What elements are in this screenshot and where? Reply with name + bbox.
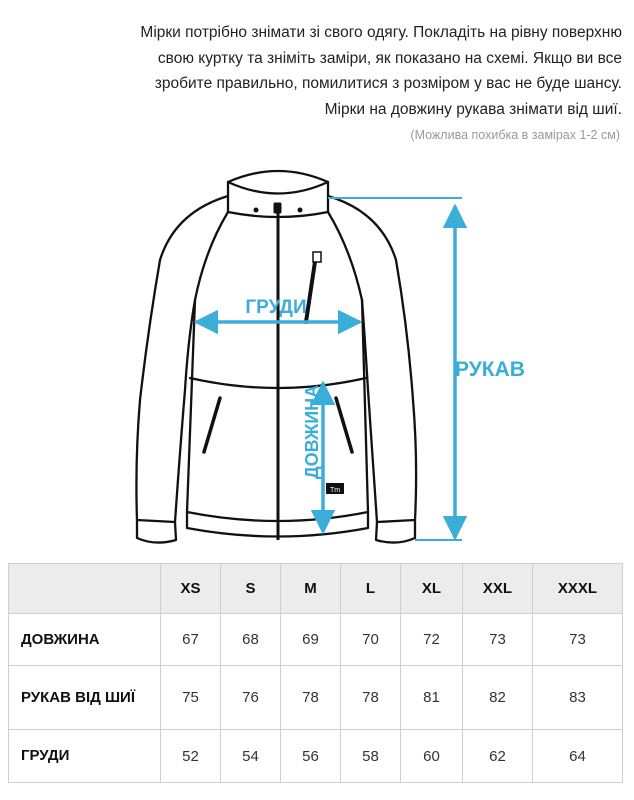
measurement-cell: 60 <box>401 730 463 783</box>
drawcord-left <box>254 208 259 213</box>
size-header: XS <box>161 564 221 614</box>
length-label: ДОВЖИНА <box>302 384 322 480</box>
size-chart-table <box>8 563 623 783</box>
jacket-outline <box>136 171 416 543</box>
drawcord-right <box>298 208 303 213</box>
measurement-cell: 52 <box>161 730 221 783</box>
hood-collar-seam <box>228 182 328 194</box>
size-header: S <box>221 564 281 614</box>
measurement-cell: 58 <box>341 730 401 783</box>
intro-text <box>22 20 622 122</box>
measurement-cell: 78 <box>341 666 401 730</box>
size-header-row <box>9 564 623 614</box>
intro-line: Мірки потрібно знімати зі свого одягу. Покладіть на рівну поверхню <box>140 24 622 41</box>
row-label: РУКАВ ВІД ШИЇ <box>9 666 161 730</box>
measurement-cell: 73 <box>463 614 533 666</box>
intro-line: зробите правильно, помилитися з розміром у вас не буде шансу. <box>154 75 622 92</box>
measurement-cell: 73 <box>533 614 623 666</box>
right-pocket <box>336 398 352 452</box>
right-sleeve <box>328 196 416 522</box>
corner-cell <box>9 564 161 614</box>
raglan-seam-right <box>328 212 362 300</box>
table-row <box>9 730 623 783</box>
jacket-measurement-diagram <box>120 162 540 552</box>
measurement-cell: 69 <box>281 614 341 666</box>
intro-line: Мірки на довжину рукава знімати від шиї. <box>324 100 622 118</box>
measurement-cell: 68 <box>221 614 281 666</box>
chest-pocket-zip <box>306 252 321 322</box>
measurement-cell: 54 <box>221 730 281 783</box>
measurement-cell: 83 <box>533 666 623 730</box>
left-sleeve <box>136 196 228 522</box>
size-header: XL <box>401 564 463 614</box>
size-header: XXL <box>463 564 533 614</box>
raglan-seam-left <box>195 212 228 300</box>
measurement-cell: 64 <box>533 730 623 783</box>
left-cuff <box>137 520 176 543</box>
brand-tag-text: Tm <box>329 487 341 494</box>
measurement-cell: 75 <box>161 666 221 730</box>
intro-line: свою куртку та зніміть заміри, як показано на схемі. Якщо ви все <box>157 49 622 67</box>
measurement-cell: 72 <box>401 614 463 666</box>
measurement-cell: 82 <box>463 666 533 730</box>
sleeve-label: РУКАВ <box>455 358 525 381</box>
measurement-tolerance-note: (Можлива похибка в замірах 1-2 см) <box>410 128 620 142</box>
size-header: XXXL <box>533 564 623 614</box>
size-header: M <box>281 564 341 614</box>
table-row <box>9 666 623 730</box>
right-cuff <box>376 520 415 543</box>
zipper <box>274 203 281 540</box>
size-header: L <box>341 564 401 614</box>
left-pocket <box>204 398 220 452</box>
table-row <box>9 614 623 666</box>
row-label: ГРУДИ <box>9 730 161 783</box>
measurement-cell: 78 <box>281 666 341 730</box>
measurement-cell: 67 <box>161 614 221 666</box>
measurement-cell: 76 <box>221 666 281 730</box>
measurement-cell: 70 <box>341 614 401 666</box>
measurement-cell: 56 <box>281 730 341 783</box>
measurement-cell: 62 <box>463 730 533 783</box>
row-label: ДОВЖИНА <box>9 614 161 666</box>
chest-label: ГРУДИ <box>245 297 307 318</box>
measurement-cell: 81 <box>401 666 463 730</box>
